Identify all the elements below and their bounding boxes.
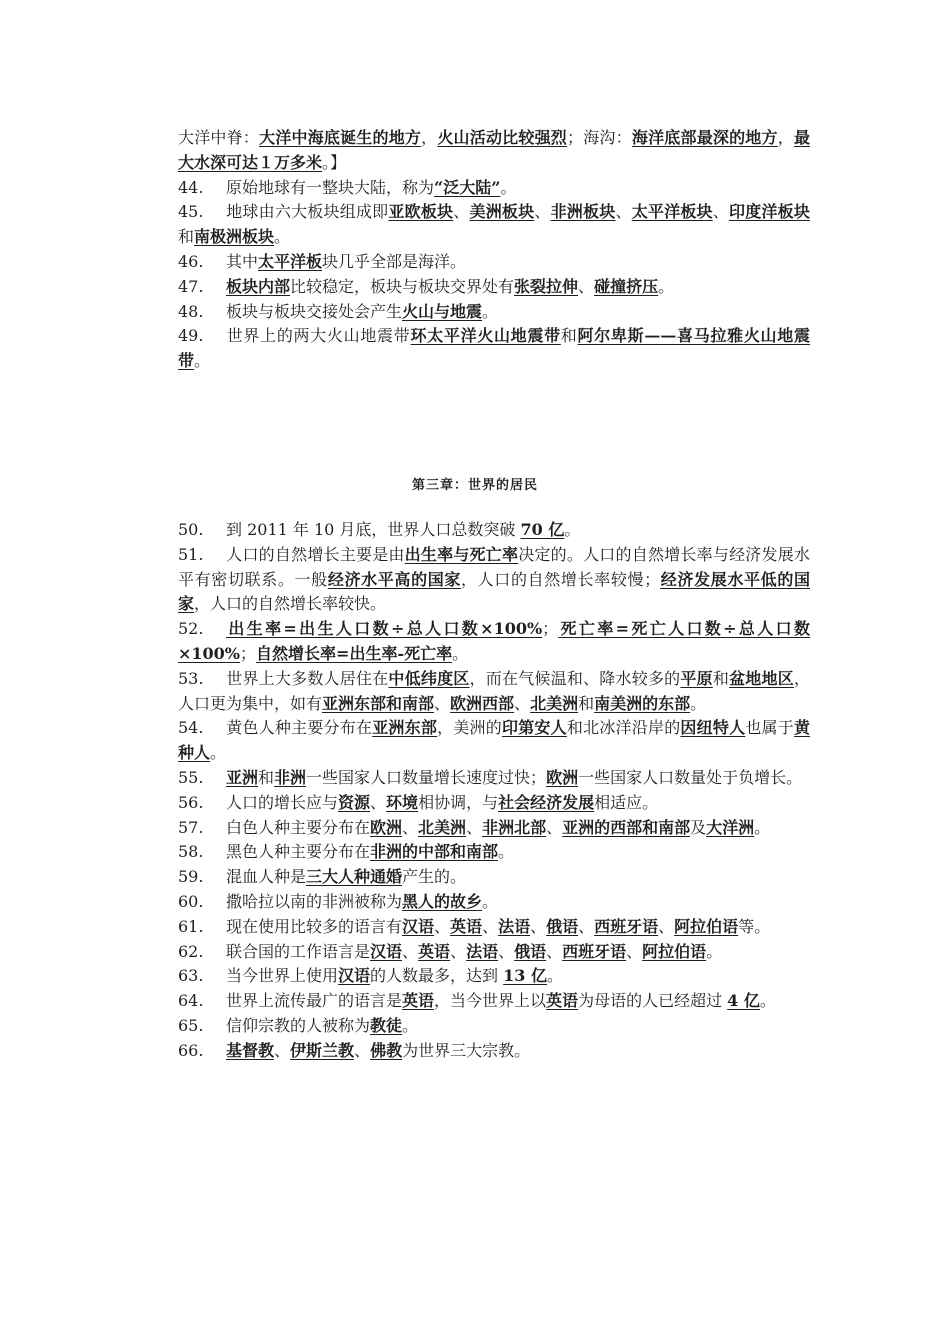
- item-text: 撒哈拉以南的非洲被称为: [226, 891, 403, 911]
- item-text: 。: [546, 966, 563, 986]
- item-text: 混血人种是: [226, 867, 307, 887]
- item-number: 65.: [178, 1015, 204, 1035]
- key-term: 太平洋板: [258, 251, 323, 271]
- item-text: 世界上大多数人居住在: [226, 668, 389, 688]
- item-text: 、: [466, 817, 483, 837]
- item-text: 、: [626, 941, 643, 961]
- item-text: 、: [578, 916, 595, 936]
- key-term: 北美洲: [418, 817, 467, 837]
- item-text: 联合国的工作语言是: [226, 941, 371, 961]
- list-item: [178, 766, 810, 791]
- list-item: [178, 964, 810, 989]
- item-text: ，而在气候温和、降水较多的: [469, 668, 681, 688]
- key-term: 资源: [338, 792, 371, 812]
- item-text: 。: [690, 693, 707, 713]
- item-number: 51.: [178, 544, 204, 564]
- list-item: [178, 667, 810, 717]
- item-text: 其中: [226, 251, 259, 271]
- key-term: 自然增长率=出生率-死亡率: [256, 643, 453, 663]
- item-text: 、: [274, 1040, 291, 1060]
- item-text: 板块与板块交接处会产生: [226, 301, 403, 321]
- item-number: 50.: [178, 520, 204, 539]
- key-term: 三大人种通婚: [306, 867, 403, 887]
- section-plate-tectonics: [178, 126, 810, 374]
- key-term: 死亡率=死亡人口数÷总人口数×100%: [178, 619, 810, 663]
- key-term: 亚欧板块: [388, 202, 454, 222]
- list-item: [178, 543, 810, 617]
- item-number: 61.: [178, 916, 204, 936]
- list-item: [178, 791, 810, 816]
- item-text: 、: [450, 941, 467, 961]
- key-term: 黄种人: [178, 718, 810, 763]
- item-number: 55.: [178, 767, 204, 787]
- item-text: 和北冰洋沿岸的: [566, 718, 681, 738]
- key-term: 俄语: [546, 916, 579, 936]
- key-term: 太平洋板块: [631, 202, 713, 222]
- key-term: 最大水深可达１万多米: [178, 128, 810, 172]
- item-text: 。: [482, 891, 499, 911]
- item-text: 一些国家人口数量处于负增长。: [578, 767, 803, 787]
- item-text: 相适应。: [594, 792, 659, 812]
- item-text: 比较稳定，板块与板块交界处有: [290, 276, 515, 296]
- item-text: 、: [534, 202, 551, 222]
- key-term: 碰撞挤压: [594, 276, 659, 296]
- item-text: 及: [690, 817, 707, 837]
- key-term: 大洋中海底诞生的地方: [259, 128, 422, 147]
- key-term: 法语: [498, 916, 531, 936]
- item-text: 为世界三大宗教。: [402, 1040, 531, 1060]
- key-term: 英语: [546, 991, 579, 1011]
- item-text: 。: [452, 643, 469, 663]
- item-text: 大洋中脊：: [178, 128, 260, 147]
- item-text: 。: [402, 1015, 419, 1035]
- item-number: 58.: [178, 842, 204, 862]
- item-text: 世界上的两大火山地震带: [226, 326, 411, 346]
- key-term: 西班牙语: [594, 916, 659, 936]
- key-term: 非洲板块: [550, 202, 616, 222]
- item-text: 。: [658, 276, 675, 296]
- item-text: ，人口更为集中，如有: [178, 668, 810, 713]
- key-term: “泛大陆”: [434, 177, 501, 197]
- item-text: 到 2011 年 10 月底，世界人口总数突破: [226, 520, 521, 539]
- key-term: 俄语: [514, 941, 547, 961]
- key-term: 盆地地区: [729, 668, 794, 688]
- item-number: 59.: [178, 867, 204, 887]
- item-text: ，: [777, 128, 794, 147]
- item-text: 。: [482, 301, 499, 321]
- item-text: 。: [274, 227, 291, 247]
- item-text: 、: [546, 817, 563, 837]
- key-term: 亚洲东部: [372, 718, 438, 738]
- key-term: 英语: [402, 991, 435, 1011]
- item-text: 和: [712, 668, 730, 688]
- item-text: 和: [578, 693, 595, 713]
- key-term: 北美洲: [530, 693, 579, 713]
- key-term: 平原: [680, 668, 713, 688]
- item-text: 和: [258, 767, 275, 787]
- item-text: 、: [546, 941, 563, 961]
- key-term: 板块内部: [226, 276, 291, 296]
- item-text: 、: [615, 202, 632, 222]
- item-text: 块几乎全部是海洋。: [322, 251, 467, 271]
- list-item: [178, 1014, 810, 1039]
- key-term: 南美洲的东部: [594, 693, 691, 713]
- item-text: 、: [453, 202, 470, 222]
- key-term: 英语: [418, 941, 451, 961]
- list-item: [178, 324, 810, 374]
- item-text: 、: [658, 916, 675, 936]
- list-item: [178, 126, 810, 176]
- item-number: 49.: [178, 326, 204, 346]
- key-term: 英语: [450, 916, 483, 936]
- item-number: 44.: [178, 177, 204, 197]
- key-term: 因纽特人: [680, 718, 746, 738]
- item-text: 的人数最多，达到: [370, 966, 504, 986]
- key-term: 经济水平高的国家: [327, 569, 462, 589]
- item-text: 。】: [322, 152, 347, 172]
- item-number: 64.: [178, 991, 204, 1011]
- list-item: [178, 176, 810, 201]
- item-text: 黄色人种主要分布在: [226, 718, 373, 738]
- item-text: 原始地球有一整块大陆，称为: [226, 177, 435, 197]
- key-term: 西班牙语: [562, 941, 627, 961]
- item-text: 、: [370, 792, 387, 812]
- list-item: [178, 890, 810, 915]
- key-term: 欧洲: [546, 767, 579, 787]
- item-text: 等。: [738, 916, 771, 936]
- item-text: 相协调，与: [418, 792, 499, 812]
- item-text: 。: [500, 177, 517, 197]
- key-term: 汉语: [338, 966, 371, 986]
- item-text: 和: [178, 227, 195, 247]
- item-text: 当今世界上使用: [226, 966, 339, 986]
- key-term: 汉语: [402, 916, 435, 936]
- item-text: 人口的增长应与: [226, 792, 339, 812]
- key-term: 美洲板块: [469, 202, 535, 222]
- item-text: ；海沟：: [567, 128, 632, 147]
- item-text: ；: [542, 619, 559, 639]
- item-number: 53.: [178, 668, 204, 688]
- list-item: [178, 865, 810, 890]
- key-term: 环境: [386, 792, 419, 812]
- item-number: 60.: [178, 891, 204, 911]
- key-term: 火山活动比较强烈: [437, 128, 568, 147]
- key-term: 大洋洲: [706, 817, 755, 837]
- item-text: 、: [578, 276, 595, 296]
- list-item: [178, 300, 810, 325]
- key-term: 中低纬度区: [388, 668, 470, 688]
- item-text: 一些国家人口数量增长速度过快；: [306, 767, 547, 787]
- item-text: 。: [759, 991, 776, 1011]
- key-term: 基督教: [226, 1040, 275, 1060]
- item-text: 。: [210, 743, 227, 763]
- item-text: 、: [354, 1040, 371, 1060]
- key-term: 经济发展水平低的国家: [178, 569, 810, 614]
- item-text: 。: [498, 842, 515, 862]
- key-term: 海洋底部最深的地方: [631, 128, 778, 147]
- item-text: 。: [706, 941, 723, 961]
- key-term: 环太平洋火山地震带: [410, 326, 561, 346]
- list-item: [178, 275, 810, 300]
- key-term: 阿拉伯语: [642, 941, 707, 961]
- item-text: ，人口的自然增长率较慢；: [461, 569, 661, 589]
- key-term: 非洲的中部和南部: [370, 842, 499, 862]
- item-text: 。: [194, 351, 211, 371]
- item-number: 54.: [178, 718, 204, 738]
- key-term: 欧洲西部: [450, 693, 515, 713]
- item-text: 白色人种主要分布在: [226, 817, 371, 837]
- item-text: 决定的。人口的自然增长率与经济发展水平有密切联系。一般: [178, 544, 810, 589]
- item-text: 、: [498, 941, 515, 961]
- key-term: 印第安人: [501, 718, 567, 738]
- section-world-population: [178, 518, 810, 1064]
- item-number: 62.: [178, 941, 204, 961]
- item-number: 46.: [178, 251, 204, 271]
- key-term: 印度洋板块: [729, 202, 810, 222]
- key-term: 出生率=出生人口数÷总人口数×100%: [226, 619, 543, 639]
- key-term: 4 亿: [727, 991, 760, 1011]
- key-term: 汉语: [370, 941, 403, 961]
- list-item: [178, 1039, 810, 1064]
- key-term: 13 亿: [503, 966, 547, 986]
- item-text: 、: [402, 817, 419, 837]
- key-term: 出生率与死亡率: [404, 544, 519, 564]
- item-text: 、: [712, 202, 729, 222]
- item-number: 47.: [178, 276, 204, 296]
- key-term: 70 亿: [520, 520, 565, 539]
- item-text: ，: [421, 128, 438, 147]
- key-term: 南极洲板块: [194, 227, 275, 247]
- key-term: 亚洲东部和南部: [322, 693, 435, 713]
- key-term: 社会经济发展: [498, 792, 595, 812]
- key-term: 亚洲: [226, 767, 259, 787]
- list-item: [178, 989, 810, 1014]
- item-number: 48.: [178, 301, 204, 321]
- key-term: 阿尔卑斯——喜马拉雅火山地震带: [178, 326, 810, 371]
- item-text: 现在使用比较多的语言有: [226, 916, 403, 936]
- item-text: 世界上流传最广的语言是: [226, 991, 403, 1011]
- key-term: 非洲: [274, 767, 307, 787]
- item-text: 、: [530, 916, 547, 936]
- list-item: [178, 840, 810, 865]
- item-text: 和: [560, 326, 578, 346]
- item-text: 也属于: [745, 718, 794, 738]
- item-number: 63.: [178, 966, 204, 986]
- item-text: 为母语的人已经超过: [578, 991, 728, 1011]
- list-item: [178, 617, 810, 667]
- item-text: 、: [434, 916, 451, 936]
- item-text: ，美洲的: [437, 718, 502, 738]
- list-item: [178, 915, 810, 940]
- item-text: ，人口的自然增长率较快。: [194, 594, 387, 614]
- key-term: 佛教: [370, 1040, 403, 1060]
- item-text: 地球由六大板块组成即: [226, 202, 389, 222]
- item-text: 信仰宗教的人被称为: [226, 1015, 371, 1035]
- list-item: [178, 518, 810, 543]
- key-term: 非洲北部: [482, 817, 547, 837]
- item-text: 人口的自然增长主要是由: [226, 544, 405, 564]
- list-item: [178, 716, 810, 766]
- item-text: 。: [754, 817, 771, 837]
- key-term: 法语: [466, 941, 499, 961]
- list-item: [178, 940, 810, 965]
- key-term: 火山与地震: [402, 301, 483, 321]
- item-text: ，当今世界上以: [434, 991, 547, 1011]
- item-number: 45.: [178, 202, 204, 222]
- item-text: 产生的。: [402, 867, 467, 887]
- item-number: 56.: [178, 792, 204, 812]
- chapter-heading: 第三章：世界的居民: [411, 478, 538, 493]
- key-term: 伊斯兰教: [290, 1040, 355, 1060]
- item-text: 、: [402, 941, 419, 961]
- item-text: ；: [240, 643, 257, 663]
- key-term: 亚洲的西部和南部: [562, 817, 691, 837]
- item-text: 、: [514, 693, 531, 713]
- item-text: 黑色人种主要分布在: [226, 842, 371, 862]
- key-term: 黑人的故乡: [402, 891, 483, 911]
- item-number: 57.: [178, 817, 204, 837]
- item-text: 、: [482, 916, 499, 936]
- key-term: 教徒: [370, 1015, 403, 1035]
- list-item: [178, 250, 810, 275]
- list-item: [178, 816, 810, 841]
- key-term: 阿拉伯语: [674, 916, 739, 936]
- key-term: 欧洲: [370, 817, 403, 837]
- item-number: 66.: [178, 1040, 204, 1060]
- list-item: [178, 200, 810, 250]
- item-text: 、: [434, 693, 451, 713]
- item-text: 。: [564, 520, 581, 539]
- key-term: 张裂拉伸: [514, 276, 579, 296]
- item-number: 52.: [178, 619, 204, 639]
